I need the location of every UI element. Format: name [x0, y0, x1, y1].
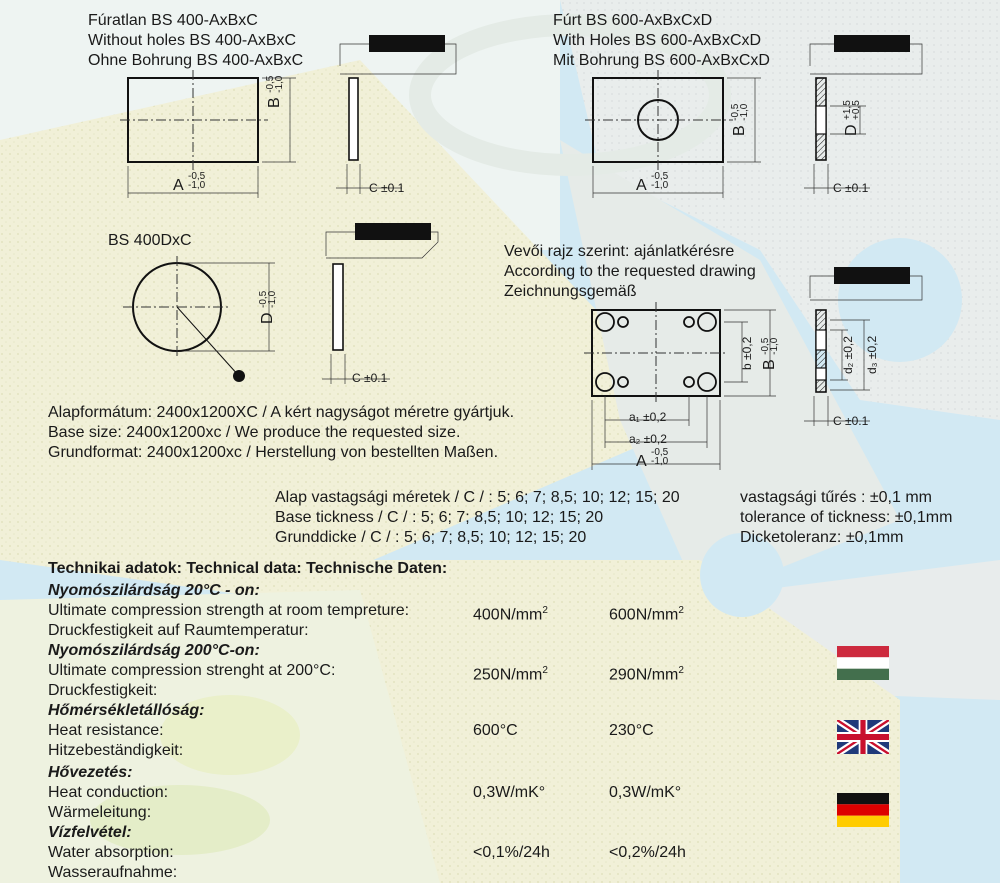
custom-dim-c: C ±0.1 [833, 414, 869, 428]
holed-dim-b [730, 104, 750, 136]
plain-sheet-side-view [336, 28, 466, 198]
holed-dim-d-tol-lower: +0,5 [850, 100, 862, 120]
disc-dim-d-tol-upper: -0,5 [257, 290, 269, 308]
tech-row-4-hu: Hővezetés: [48, 764, 133, 781]
tolerance-block [740, 488, 952, 548]
custom-dim-a2: a₂ ±0,2 [629, 432, 667, 446]
plain-dim-b-tol-lower: -1,0 [273, 75, 285, 93]
holed-dim-c: C ±0.1 [833, 181, 869, 195]
tech-row-3-v1: 600°C [473, 722, 518, 739]
holed-sheet-side-view [800, 28, 940, 198]
tech-row-1-v1-text: 400N/mm [473, 606, 543, 624]
holed-dim-d-tol-upper: +1,5 [841, 100, 853, 120]
plain-title-hu: Fúratlan BS 400-AxBxC [88, 12, 258, 29]
holed-dim-b-label: B [731, 125, 748, 136]
custom-dim-a1: a₁ ±0,2 [629, 410, 667, 424]
custom-title-en: According to the requested drawing [504, 263, 756, 280]
holed-title [553, 11, 770, 71]
tech-row-3-en: Heat resistance: [48, 722, 164, 739]
plain-dim-a-tol [188, 172, 205, 190]
tech-row-2-v1 [473, 661, 548, 685]
custom-dim-a-tol-upper: -0,5 [651, 447, 669, 458]
plain-dim-c: C ±0.1 [369, 181, 405, 195]
disc-dim-d [258, 291, 278, 324]
base-size-hu: Alapformátum: 2400x1200XC / A kért nagyságot méretre gyártjuk. [48, 404, 515, 421]
tech-row-4-v1: 0,3W/mK° [473, 784, 546, 801]
custom-dim-b-label: B [761, 359, 778, 370]
tolerance-en: tolerance of tickness: ±0,1mm [740, 509, 953, 526]
hungary-flag [837, 646, 889, 680]
tech-row-5-hu: Vízfelvétel: [48, 824, 132, 841]
tech-row-3-v2: 230°C [609, 722, 654, 739]
plain-title-en: Without holes BS 400-AxBxC [88, 32, 297, 49]
plain-title [88, 11, 303, 71]
thickness-en: Base tickness / C / : 5; 6; 7; 8,5; 10; 12; 15; 20 [275, 509, 604, 526]
custom-dim-b-tol-upper: -0,5 [759, 337, 771, 355]
tech-row-2-hu: Nyomószilárdság 200°C-on: [48, 642, 260, 659]
tech-row-1-de: Druckfestigkeit auf Raumtemperatur: [48, 622, 309, 639]
plain-dim-b [265, 76, 285, 108]
base-size-block [48, 403, 514, 463]
holed-title-en: With Holes BS 600-AxBxCxD [553, 32, 762, 49]
tech-row-1-v2 [609, 601, 684, 625]
custom-dim-b-small: b ±0,2 [740, 336, 754, 370]
tech-row-1 [48, 581, 409, 641]
tech-row-2-de: Druckfestigkeit: [48, 682, 158, 699]
holed-dim-b-tol-upper: -0,5 [729, 103, 741, 121]
disc-dim-d-tol-lower: -1,0 [266, 290, 278, 308]
thickness-block [275, 488, 680, 548]
custom-dim-d2: d₂ ±0,2 [841, 336, 855, 374]
tech-row-4-de: Wärmeleitung: [48, 804, 152, 821]
tech-row-1-v1-sup: 2 [542, 605, 548, 616]
tolerance-de: Dicketoleranz: ±0,1mm [740, 529, 904, 546]
custom-dim-a [636, 452, 647, 472]
custom-dim-b [760, 338, 780, 370]
tech-row-5 [48, 823, 177, 883]
plain-dim-a-tol-upper: -0,5 [188, 171, 206, 182]
custom-dim-a-label: A [636, 453, 647, 470]
holed-title-de: Mit Bohrung BS 600-AxBxCxD [553, 52, 770, 69]
tech-row-2-v1-sup: 2 [542, 665, 548, 676]
plain-dim-a [173, 176, 184, 196]
holed-dim-d [842, 100, 862, 136]
thickness-hu: Alap vastagsági méretek / C / : 5; 6; 7; 8,5; 10; 12; 15; 20 [275, 489, 680, 506]
tech-row-5-de: Wasseraufnahme: [48, 864, 178, 881]
disc-dim-d-label: D [259, 312, 276, 324]
plain-dim-b-label: B [266, 97, 283, 108]
custom-title [504, 242, 756, 302]
holed-title-hu: Fúrt BS 600-AxBxCxD [553, 12, 713, 29]
tech-row-3-hu: Hőmérsékletállóság: [48, 702, 205, 719]
technical-heading: Technikai adatok: Technical data: Technische Daten: [48, 560, 448, 577]
tech-row-3 [48, 701, 205, 761]
plain-title-de: Ohne Bohrung BS 400-AxBxC [88, 52, 304, 69]
tech-row-4-v2: 0,3W/mK° [609, 784, 682, 801]
tech-row-1-hu: Nyomószilárdság 20°C - on: [48, 582, 260, 599]
tech-row-1-en: Ultimate compression strength at room tempreture: [48, 602, 410, 619]
base-size-de: Grundformat: 2400x1200xc / Herstellung von bestellten Maßen. [48, 444, 499, 461]
holed-dim-b-tol-lower: -1,0 [738, 103, 750, 121]
holed-dim-a-tol-upper: -0,5 [651, 171, 669, 182]
disc-side-view [318, 218, 448, 390]
tech-row-5-en: Water absorption: [48, 844, 174, 861]
tech-row-5-v1: <0,1%/24h [473, 844, 550, 861]
custom-dim-d3: d₃ ±0,2 [865, 335, 879, 374]
base-size-en: Base size: 2400x1200xc / We produce the requested size. [48, 424, 461, 441]
tech-row-2-v1-text: 250N/mm [473, 666, 543, 684]
custom-dim-a-tol-lower: -1,0 [651, 456, 669, 467]
disc-dim-c: C ±0.1 [352, 371, 388, 385]
holed-dim-a-tol-lower: -1,0 [651, 180, 669, 191]
tech-row-4-en: Heat conduction: [48, 784, 169, 801]
thickness-de: Grunddicke / C / : 5; 6; 7; 8,5; 10; 12; 15; 20 [275, 529, 587, 546]
tech-row-1-v2-text: 600N/mm [609, 606, 679, 624]
tech-row-2-v2-text: 290N/mm [609, 666, 679, 684]
tech-row-5-v2: <0,2%/24h [609, 844, 686, 861]
tech-row-3-de: Hitzebeständigkeit: [48, 742, 184, 759]
tech-row-2 [48, 641, 335, 701]
tech-row-1-v1 [473, 601, 548, 625]
tech-row-2-en: Ultimate compression strenght at 200°C: [48, 662, 336, 679]
tech-row-4 [48, 763, 168, 823]
holed-dim-a-label: A [636, 177, 647, 194]
custom-dim-b-tol-lower: -1,0 [768, 337, 780, 355]
disc-title: BS 400DxC [108, 232, 192, 249]
holed-dim-a [636, 176, 647, 196]
tech-row-2-v2 [609, 661, 684, 685]
custom-title-de: Zeichnungsgemäß [504, 283, 637, 300]
germany-flag [837, 793, 889, 827]
holed-dim-a-tol [651, 172, 668, 190]
tech-row-2-v2-sup: 2 [678, 665, 684, 676]
uk-flag [837, 720, 889, 754]
tolerance-hu: vastagsági tűrés : ±0,1 mm [740, 489, 932, 506]
custom-title-hu: Vevői rajz szerint: ajánlatkérésre [504, 243, 735, 260]
plain-dim-a-label: A [173, 177, 184, 194]
plain-dim-a-tol-lower: -1,0 [188, 180, 206, 191]
tech-row-1-v2-sup: 2 [678, 605, 684, 616]
plain-dim-b-tol-upper: -0,5 [264, 75, 276, 93]
custom-front-view [580, 300, 780, 472]
holed-dim-d-label: D [843, 124, 860, 136]
custom-dim-a-tol [651, 448, 668, 466]
